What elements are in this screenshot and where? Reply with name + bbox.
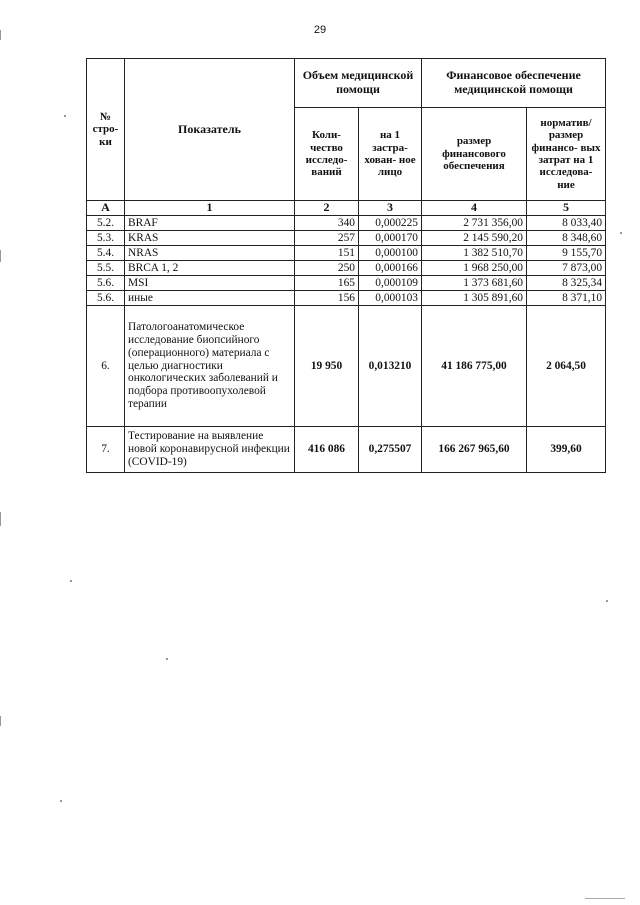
row-amount: 2 145 590,20 <box>422 231 527 246</box>
row-count: 19 950 <box>295 306 359 427</box>
row-per-person: 0,000170 <box>359 231 422 246</box>
row-count: 151 <box>295 246 359 261</box>
header-finance-group: Финансовое обеспечение медицинской помощи <box>422 59 606 108</box>
row-number: 6. <box>87 306 125 427</box>
row-number: 5.2. <box>87 216 125 231</box>
row-per-person: 0,000103 <box>359 291 422 306</box>
row-norm: 8 033,40 <box>527 216 606 231</box>
row-norm: 8 348,60 <box>527 231 606 246</box>
row-count: 340 <box>295 216 359 231</box>
table-row <box>87 291 606 306</box>
row-amount: 166 267 965,60 <box>422 427 527 473</box>
header-count: Коли- чество исследо- ваний <box>295 108 359 201</box>
header-norm: норматив/ размер финансо- вых затрат на 1 исследова- ние <box>527 108 606 201</box>
scan-speck <box>620 232 622 234</box>
row-per-person: 0,000225 <box>359 216 422 231</box>
row-norm: 399,60 <box>527 427 606 473</box>
row-norm: 2 064,50 <box>527 306 606 427</box>
scan-edge-mark <box>0 30 1 40</box>
row-per-person: 0,000109 <box>359 276 422 291</box>
row-norm: 8 325,34 <box>527 276 606 291</box>
table-row <box>87 246 606 261</box>
row-number: 5.3. <box>87 231 125 246</box>
row-count: 165 <box>295 276 359 291</box>
column-index: А <box>87 201 125 216</box>
row-indicator: иные <box>125 291 295 306</box>
row-indicator: NRAS <box>125 246 295 261</box>
column-index: 4 <box>422 201 527 216</box>
row-number: 5.6. <box>87 276 125 291</box>
table-row <box>87 276 606 291</box>
row-per-person: 0,013210 <box>359 306 422 427</box>
scan-speck <box>606 600 608 602</box>
scan-edge-mark <box>0 716 1 726</box>
row-per-person: 0,275507 <box>359 427 422 473</box>
row-indicator: Тестирование на выявление новой коронавирусной инфекции (COVID-19) <box>125 427 295 473</box>
row-count: 156 <box>295 291 359 306</box>
row-amount: 41 186 775,00 <box>422 306 527 427</box>
row-number: 7. <box>87 427 125 473</box>
table-row <box>87 216 606 231</box>
row-number: 5.5. <box>87 261 125 276</box>
column-index: 2 <box>295 201 359 216</box>
row-per-person: 0,000100 <box>359 246 422 261</box>
row-amount: 1 373 681,60 <box>422 276 527 291</box>
scan-speck <box>70 580 72 582</box>
row-indicator: KRAS <box>125 231 295 246</box>
scan-speck <box>60 800 62 802</box>
scan-speck <box>166 658 168 660</box>
row-amount: 2 731 356,00 <box>422 216 527 231</box>
page-number: 29 <box>313 24 327 36</box>
scan-speck <box>64 115 66 117</box>
row-indicator: Патологоанатомическое исследование биопсийного (операционного) материала с целью диагностики онкологических заболеваний и подбора противоопухолевой терапии <box>125 306 295 427</box>
row-norm: 9 155,70 <box>527 246 606 261</box>
table-row <box>87 427 606 473</box>
row-amount: 1 382 510,70 <box>422 246 527 261</box>
header-per-person: на 1 застра- хован- ное лицо <box>359 108 422 201</box>
row-per-person: 0,000166 <box>359 261 422 276</box>
row-indicator: BRCA 1, 2 <box>125 261 295 276</box>
row-indicator: MSI <box>125 276 295 291</box>
table-row <box>87 306 606 427</box>
header-amount: размер финансового обеспечения <box>422 108 527 201</box>
row-indicator: BRAF <box>125 216 295 231</box>
financing-table <box>86 58 606 473</box>
row-norm: 8 371,10 <box>527 291 606 306</box>
header-row-number: № стро- ки <box>87 59 125 201</box>
row-amount: 1 968 250,00 <box>422 261 527 276</box>
column-index-row <box>87 201 606 216</box>
row-count: 250 <box>295 261 359 276</box>
scan-edge-mark <box>585 898 625 899</box>
column-index: 1 <box>125 201 295 216</box>
row-number: 5.4. <box>87 246 125 261</box>
column-index: 3 <box>359 201 422 216</box>
column-index: 5 <box>527 201 606 216</box>
row-count: 416 086 <box>295 427 359 473</box>
row-count: 257 <box>295 231 359 246</box>
table-row <box>87 261 606 276</box>
header-volume-group: Объем медицинской помощи <box>295 59 422 108</box>
scan-edge-mark <box>0 512 1 526</box>
row-number: 5.6. <box>87 291 125 306</box>
row-norm: 7 873,00 <box>527 261 606 276</box>
row-amount: 1 305 891,60 <box>422 291 527 306</box>
table-row <box>87 231 606 246</box>
header-indicator: Показатель <box>125 59 295 201</box>
scan-edge-mark <box>0 250 1 262</box>
